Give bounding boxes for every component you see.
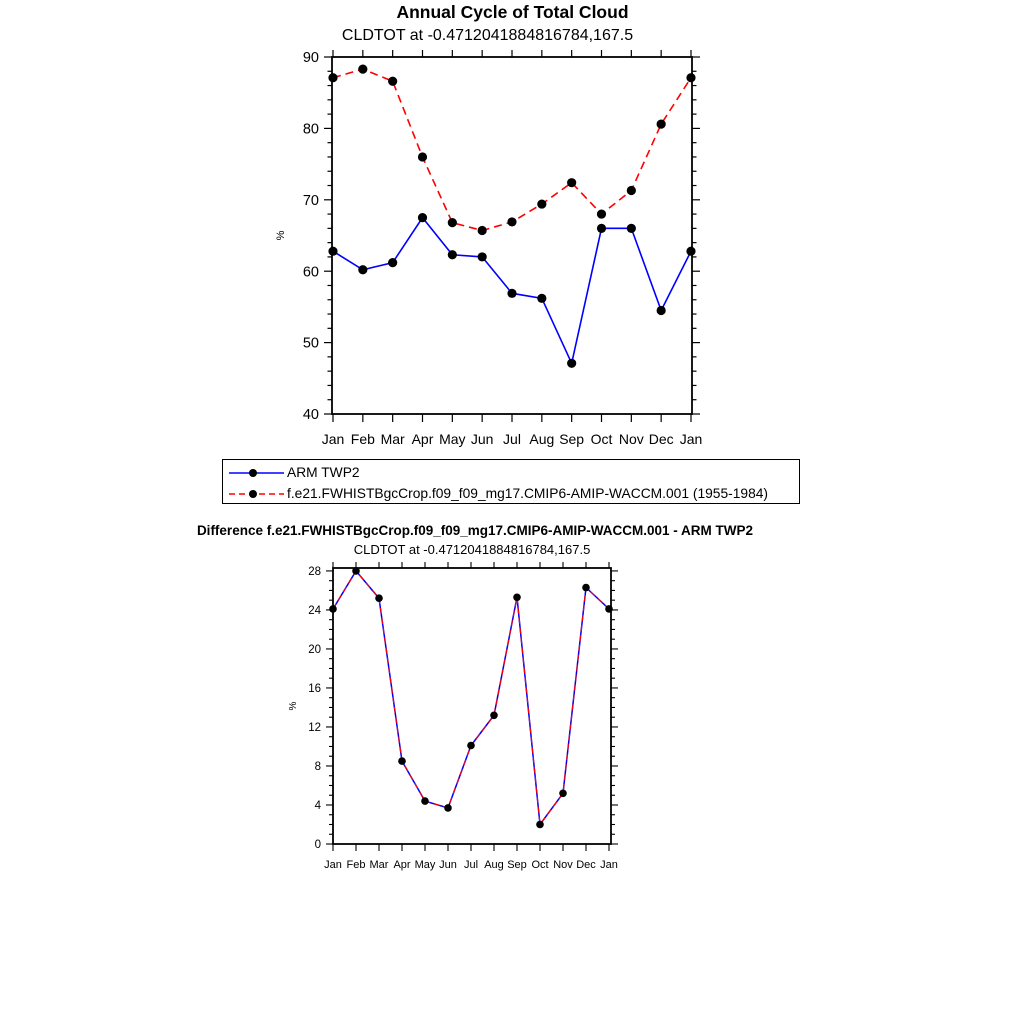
svg-text:Feb: Feb [346,859,366,871]
y-axis-label: % [275,230,287,241]
svg-text:16: 16 [308,682,321,695]
svg-text:Mar: Mar [369,859,389,871]
svg-text:Jan: Jan [679,431,703,447]
svg-text:Jan: Jan [600,859,618,871]
data-point-markers [328,65,695,368]
svg-text:Jun: Jun [470,431,494,447]
svg-text:Dec: Dec [576,859,596,871]
data-series-lines [333,69,691,363]
svg-text:60: 60 [302,264,319,281]
svg-text:Aug: Aug [529,431,555,447]
svg-text:Jun: Jun [439,859,457,871]
legend-line-sample-model-icon [228,488,285,500]
difference-chart-subtitle: CLDTOT at -0.4712041884816784,167.5 [353,542,591,557]
top-chart-plot [260,40,740,455]
svg-text:Jul: Jul [503,431,521,447]
svg-text:Feb: Feb [350,431,375,447]
svg-text:40: 40 [302,407,319,424]
svg-text:90: 90 [302,50,319,67]
axis-tick-labels [303,50,702,447]
svg-text:24: 24 [308,604,321,617]
svg-text:Aug: Aug [484,859,504,871]
svg-text:Jul: Jul [463,859,479,871]
y-axis-label: % [288,701,299,711]
svg-text:Nov: Nov [618,431,644,447]
axis-ticks [326,562,618,851]
svg-text:Oct: Oct [590,431,613,447]
svg-text:70: 70 [302,192,319,209]
data-point-markers [329,567,613,828]
svg-text:0: 0 [314,839,321,852]
svg-text:12: 12 [308,721,321,734]
legend-label-arm-twp2: ARM TWP2 [287,465,360,480]
svg-text:May: May [439,431,466,447]
axis-ticks [324,50,700,422]
svg-text:80: 80 [302,121,319,138]
svg-text:28: 28 [308,565,321,578]
svg-text:Nov: Nov [553,859,573,871]
svg-text:Mar: Mar [380,431,405,447]
svg-text:8: 8 [314,761,321,774]
svg-text:50: 50 [302,335,319,352]
svg-text:Apr: Apr [393,859,411,871]
svg-text:20: 20 [308,643,321,656]
legend [222,459,800,504]
svg-text:Sep: Sep [559,431,585,447]
svg-text:Jan: Jan [321,431,345,447]
data-series-lines [333,571,609,825]
legend-row-arm-twp2 [228,462,799,483]
svg-text:Sep: Sep [507,859,527,871]
svg-text:Apr: Apr [411,431,434,447]
svg-text:Dec: Dec [648,431,674,447]
legend-row-model [228,483,799,504]
top-chart-title: Annual Cycle of Total Cloud [396,2,629,22]
legend-line-sample-arm-twp2-icon [228,467,285,479]
top-chart-subtitle: CLDTOT at -0.4712041884816784,167.5 [341,27,634,44]
difference-chart-title: Difference f.e21.FWHISTBgcCrop.f09_f09_mg17.CMIP6-AMIP-WACCM.001 - ARM TWP2 [196,523,754,538]
svg-text:Oct: Oct [531,859,549,871]
difference-chart-plot [270,558,650,874]
svg-text:May: May [414,859,436,871]
svg-text:4: 4 [314,800,321,813]
svg-text:Jan: Jan [324,859,342,871]
legend-label-model: f.e21.FWHISTBgcCrop.f09_f09_mg17.CMIP6-AMIP-WACCM.001 (1955-1984) [287,486,769,501]
